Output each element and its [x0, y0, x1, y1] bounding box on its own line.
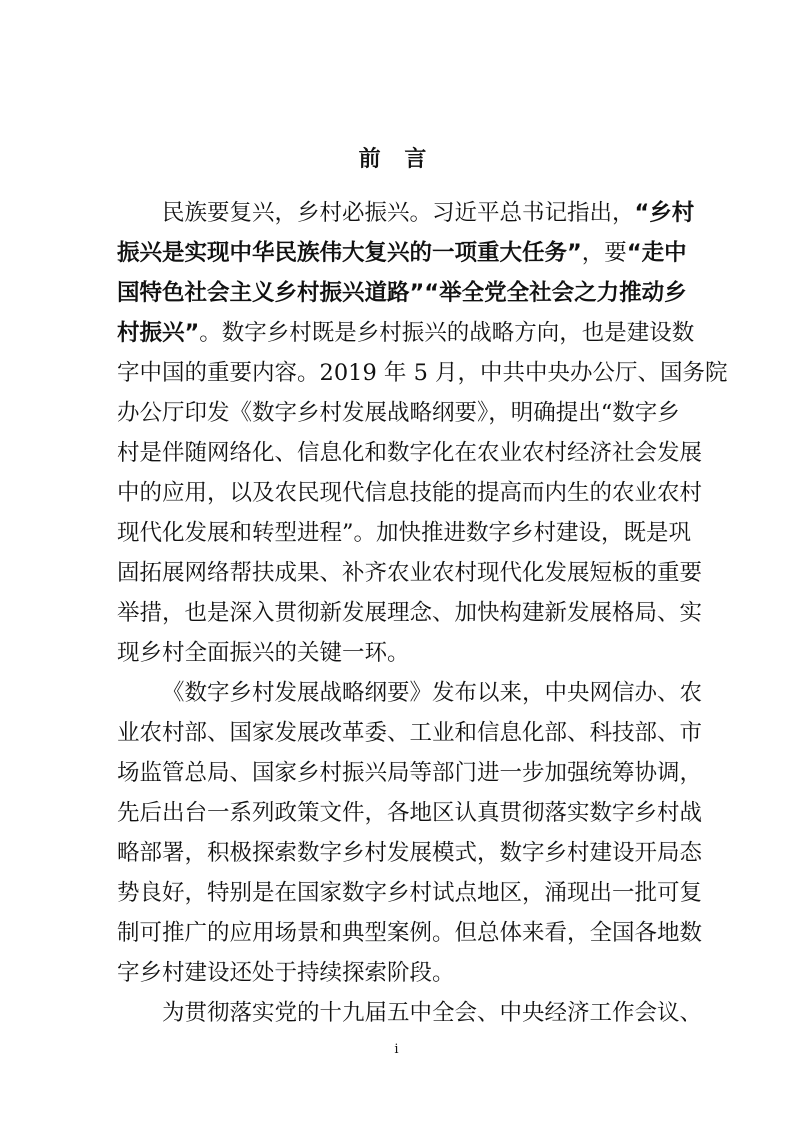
text-line: 字中国的重要内容。2019 年 5 月，中共中央办公厅、国务院: [117, 360, 728, 386]
text-line: 固拓展网络帮扶成果、补齐农业农村现代化发展短板的重要: [117, 560, 703, 586]
text-line: 举措，也是深入贯彻新发展理念、加快构建新发展格局、实: [117, 600, 703, 626]
text-line: 势良好，特别是在国家数字乡村试点地区，涌现出一批可复: [117, 880, 703, 906]
text-line: 略部署，积极探索数字乡村发展模式，数字乡村建设开局态: [117, 840, 703, 866]
text-line: 字乡村建设还处于持续探索阶段。: [117, 960, 455, 986]
text-segment: 民族要复兴，乡村必振兴。习近平总书记指出，: [162, 200, 635, 226]
quote-emphasis: 村振兴”: [117, 320, 200, 346]
text-line: [117, 233, 687, 273]
text-line: 现乡村全面振兴的关键一环。: [117, 640, 410, 666]
text-line: 为贯彻落实党的十九届五中全会、中央经济工作会议、: [162, 1000, 703, 1026]
text-line: 业农村部、国家发展改革委、工业和信息化部、科技部、市: [117, 720, 703, 746]
page-title: 前 言: [358, 147, 435, 172]
text-segment: ，要: [581, 240, 627, 266]
text-line: 中的应用，以及农民现代信息技能的提高而内生的农业农村: [117, 480, 703, 506]
text-line: 制可推广的应用场景和典型案例。但总体来看，全国各地数: [117, 920, 703, 946]
text-line: 场监管总局、国家乡村振兴局等部门进一步加强统筹协调，: [117, 760, 703, 786]
quote-emphasis: “走中: [626, 240, 687, 266]
text-line: 村是伴随网络化、信息化和数字化在农业农村经济社会发展: [117, 440, 703, 466]
quote-emphasis: “乡村: [634, 200, 695, 226]
text-line: 先后出台一系列政策文件，各地区认真贯彻落实数字乡村战: [117, 800, 703, 826]
text-segment: 。数字乡村既是乡村振兴的战略方向，也是建设数: [199, 320, 695, 346]
text-line: 办公厅印发《数字乡村发展战略纲要》，明确提出“数字乡: [117, 400, 680, 426]
text-line: 《数字乡村发展战略纲要》发布以来，中央网信办、农: [162, 680, 703, 706]
page-number: i: [394, 1042, 399, 1057]
text-line: [117, 313, 694, 353]
text-line: 现代化发展和转型进程”。加快推进数字乡村建设，既是巩: [117, 520, 692, 546]
quote-emphasis: 振兴是实现中华民族伟大复兴的一项重大任务”: [117, 240, 582, 266]
text-line: [162, 193, 694, 233]
quote-emphasis: 国特色社会主义乡村振兴道路”“举全党全社会之力推动乡: [117, 280, 687, 306]
text-line: [117, 273, 687, 313]
